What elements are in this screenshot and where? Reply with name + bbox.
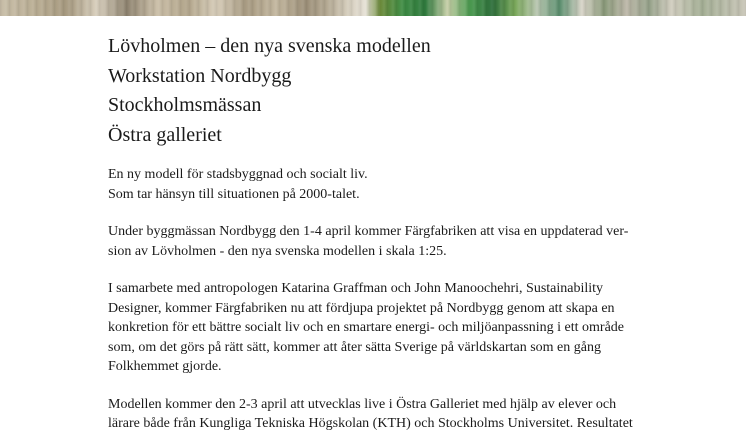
event-location: Östra galleriet <box>108 123 222 146</box>
paragraph-line: konkretion för ett bättre socialt liv och en smartare energi- och miljöanpassning i ett område <box>108 320 625 335</box>
press-release-body <box>108 32 668 434</box>
paragraph-line: som, om det görs på rätt sätt, kommer att åter sätta Sverige på världskartan som en gång <box>108 339 601 355</box>
paragraph-line: sion av Lövholmen - den nya svenska modellen i skala 1:25. <box>108 243 447 259</box>
paragraph-line: Folkhemmet gjorde. <box>108 359 222 374</box>
event-title: Lövholmen – den nya svenska modellen <box>108 35 431 57</box>
intro-paragraph <box>108 165 668 204</box>
nordbygg-paragraph <box>108 222 668 261</box>
event-workstation: Workstation Nordbygg <box>108 64 292 87</box>
paragraph-line: Designer, kommer Färgfabriken nu att fördjupa projektet på Nordbygg genom att skapa en <box>108 300 615 316</box>
header-photo-banner <box>0 0 746 16</box>
paragraph-line: En ny modell för stadsbyggnad och socialt liv. <box>108 167 368 182</box>
paragraph-line: Under byggmässan Nordbygg den 1-4 april kommer Färgfabriken att visa en uppdaterad ver- <box>108 224 629 239</box>
paragraph-line: Som tar hänsyn till situationen på 2000-talet. <box>108 186 360 202</box>
live-model-paragraph <box>108 395 668 434</box>
collaboration-paragraph <box>108 279 668 377</box>
heading-block <box>108 32 668 150</box>
paragraph-line: Modellen kommer den 2-3 april att utvecklas live i Östra Galleriet med hjälp av elever och <box>108 396 617 412</box>
paragraph-line: lärare både från Kungliga Tekniska Högskolan (KTH) och Stockholms Universitet. Resultatet <box>108 416 633 431</box>
paragraph-line: I samarbete med antropologen Katarina Graffman och John Manoochehri, Sustainability <box>108 281 604 296</box>
event-venue: Stockholmsmässan <box>108 94 262 116</box>
